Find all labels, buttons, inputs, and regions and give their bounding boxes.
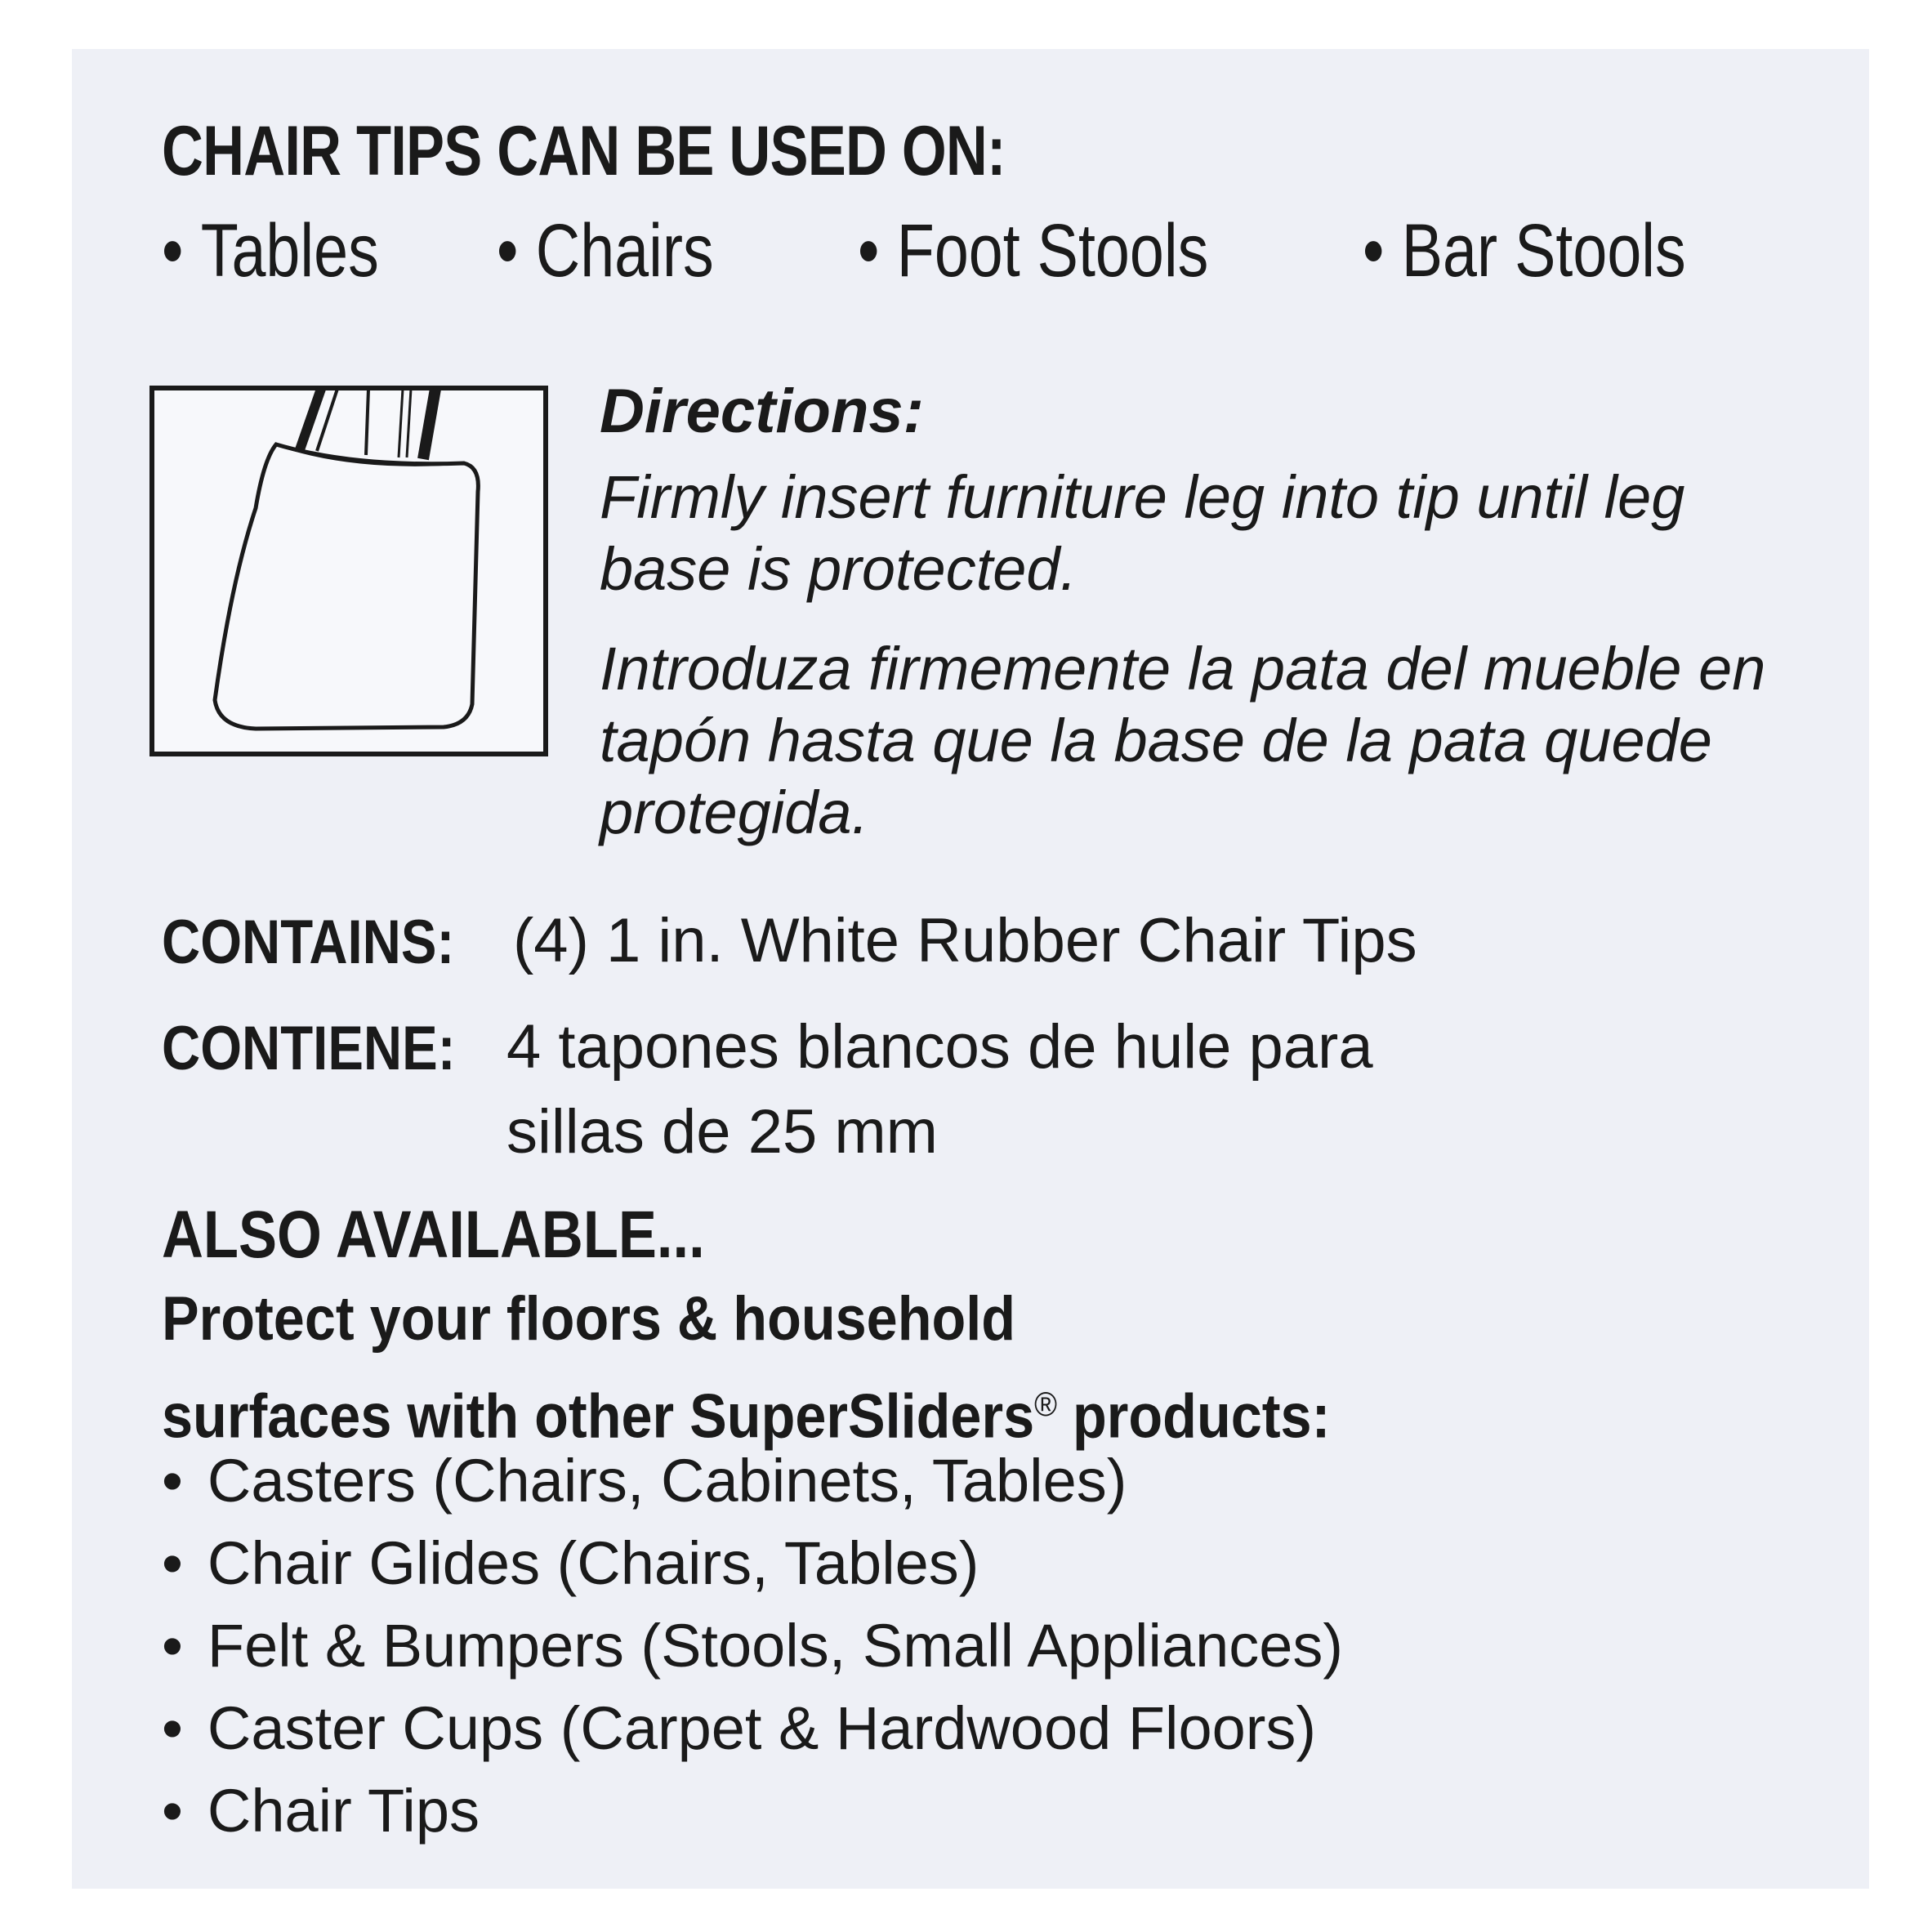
- contiene-label: CONTIENE:: [162, 1014, 456, 1083]
- product-item-caster-cups: • Caster Cups (Carpet & Hardwood Floors): [162, 1687, 1343, 1769]
- description-line2: surfaces with other SuperSliders® products:: [162, 1381, 1331, 1452]
- also-available-title: ALSO AVAILABLE...: [162, 1198, 705, 1272]
- bullet-icon: •: [162, 1694, 183, 1762]
- contiene-value-line2: sillas de 25 mm: [506, 1097, 938, 1167]
- also-available-description: [162, 1277, 1485, 1459]
- use-item-tables: • Tables: [162, 209, 379, 292]
- description-line1: Protect your floors & household: [162, 1284, 1016, 1354]
- contains-label: CONTAINS:: [162, 908, 455, 977]
- use-item-foot-stools: • Foot Stools: [858, 209, 1209, 292]
- directions-spanish: Introduza firmemente la pata del mueble en tapón hasta que la base de la pata quede protegida.: [600, 635, 1766, 846]
- contains-value: (4) 1 in. White Rubber Chair Tips: [513, 906, 1417, 975]
- use-item-chairs: • Chairs: [497, 209, 714, 292]
- bullet-icon: •: [162, 1447, 183, 1515]
- bullet-icon: •: [858, 209, 880, 292]
- registered-mark: ®: [1034, 1385, 1057, 1423]
- bullet-icon: •: [162, 1612, 183, 1680]
- uses-heading: CHAIR TIPS CAN BE USED ON:: [162, 112, 1006, 190]
- use-item-bar-stools: • Bar Stools: [1363, 209, 1686, 292]
- bullet-icon: •: [162, 209, 184, 292]
- directions-english: Firmly insert furniture leg into tip until leg base is protected.: [600, 463, 1685, 603]
- product-item-chair-tips: • Chair Tips: [162, 1769, 1343, 1852]
- product-item-felt-bumpers: • Felt & Bumpers (Stools, Small Appliances): [162, 1604, 1343, 1687]
- bullet-icon: •: [497, 209, 519, 292]
- bullet-icon: •: [162, 1529, 183, 1597]
- bullet-icon: •: [1363, 209, 1385, 292]
- product-item-chair-glides: • Chair Glides (Chairs, Tables): [162, 1522, 1343, 1604]
- chair-tip-illustration: [149, 386, 548, 756]
- contiene-value-line1: 4 tapones blancos de hule para: [506, 1012, 1373, 1082]
- directions-title: Directions:: [600, 377, 924, 446]
- bullet-icon: •: [162, 1777, 183, 1845]
- product-item-casters: • Casters (Chairs, Cabinets, Tables): [162, 1439, 1343, 1522]
- product-list: [162, 1439, 1343, 1852]
